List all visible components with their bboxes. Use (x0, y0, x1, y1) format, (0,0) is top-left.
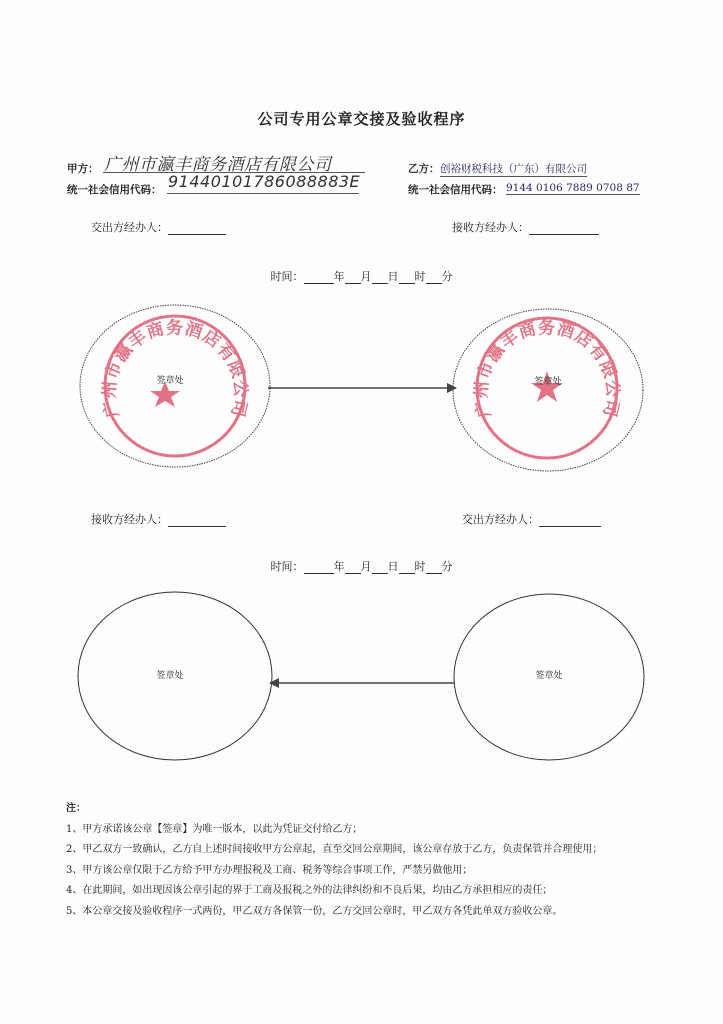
day-label: 日 (387, 560, 399, 573)
party-a-name: 广州市瀛丰商务酒店有限公司 (104, 155, 332, 175)
stamp-text-2: 广州市瀛丰商务酒店有限公司 (471, 318, 623, 420)
party-a-credit-label: 统一社会信用代码： (67, 184, 162, 196)
party-b-label: 乙方： (408, 163, 440, 175)
minute-label: 分 (441, 270, 453, 283)
seal-area-label-3: 签章处 (156, 671, 184, 681)
handover2-receiver-label: 接收方经办人： (91, 513, 168, 526)
year-label: 年 (333, 560, 345, 573)
day-label: 日 (387, 270, 399, 283)
month-label: 月 (360, 270, 372, 283)
note-item: 5、本公章交接及验收程序一式两份，甲乙双方各保管一份，乙方交回公章时，甲乙双方各凭此单双方验收公章。 (66, 905, 563, 917)
seal-area-label-2: 签章处 (534, 377, 562, 387)
seal-area-label-1: 签章处 (156, 376, 184, 386)
seal-area-label-4: 签章处 (535, 671, 563, 681)
year-label: 年 (333, 270, 345, 283)
party-a-credit-code: 91440101786088883E (168, 172, 361, 191)
time-label: 时间： (270, 270, 304, 283)
handover1-receiver-label: 接收方经办人： (452, 221, 529, 234)
stamp-text-1: 广州市瀛丰商务酒店有限公司 (99, 318, 251, 420)
minute-label: 分 (441, 560, 453, 573)
svg-text:广州市瀛丰商务酒店有限公司 (99, 317, 250, 420)
note-item: 2、甲乙双方一致确认，乙方自上述时间接收甲方公章起，直至交回公章期间，该公章存放于乙方，负责保管并合理使用； (66, 844, 603, 855)
month-label: 月 (360, 560, 372, 573)
company-stamp-1 (99, 316, 250, 456)
notes-section (66, 799, 602, 922)
document-title: 公司专用公章交接及验收程序 (257, 110, 466, 128)
hour-label: 时 (414, 560, 426, 573)
time-label: 时间： (270, 560, 304, 573)
hour-label: 时 (414, 270, 426, 283)
note-item: 4、在此期间，如出现因该公章引起的界于工商及报税之外的法律纠纷和不良后果，均由乙方承担相应的责任； (66, 885, 553, 896)
note-item: 3、甲方该公章仅限于乙方给予甲方办理报税及工商、税务等综合事项工作，严禁另做他用； (66, 864, 473, 876)
party-b-credit-label: 统一社会信用代码： (408, 184, 503, 196)
company-stamp-2 (471, 317, 622, 458)
party-a-label: 甲方： (67, 163, 99, 175)
handover2-giver-label: 交出方经办人： (462, 513, 539, 526)
party-b-name: 创裕财税科技（广东）有限公司 (440, 163, 587, 175)
handover1-giver-label: 交出方经办人： (91, 221, 168, 234)
svg-text:广州市瀛丰商务酒店有限公司 (471, 317, 622, 420)
note-item: 1、甲方承诺该公章【签章】为唯一版本，以此为凭证交付给乙方； (66, 823, 363, 835)
notes-heading: 注： (66, 803, 86, 814)
party-b-credit-code: 9144 0106 7889 0708 87 (506, 182, 640, 194)
